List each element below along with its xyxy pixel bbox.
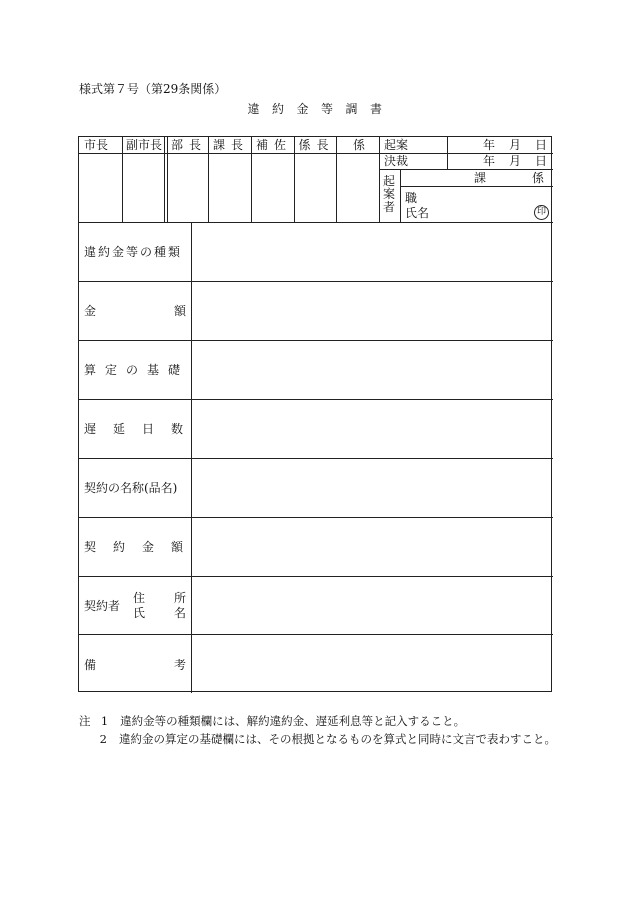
notes (79, 712, 559, 748)
note-text: 違約金等の種類欄には、解約違約金、遅延利息等と記入すること。 (120, 714, 466, 728)
note-number: 2 (99, 732, 107, 746)
row-label-contractor: 契約者 (84, 599, 121, 613)
note-text: 違約金の算定の基礎欄には、その根拠となるものを算式と同時に文言で表わすこと。 (119, 732, 556, 746)
kianja-label: 起 案 者 (383, 174, 396, 214)
row-label-contract-amount: 契約金額 (84, 540, 201, 554)
row-label-penalty-type: 違約金等の種類 (84, 245, 183, 259)
header-director: 部長 (170, 138, 207, 152)
header-deputy-mayor: 副市長 (125, 138, 162, 152)
title-char: 等 (321, 102, 334, 116)
shimei-label: 氏名 (405, 206, 430, 220)
seal-icon: 印 (534, 205, 549, 220)
row-label-calc-basis: 算定の基礎 (84, 363, 190, 377)
title-char: 違 (247, 102, 260, 116)
shoku-label: 職 (405, 191, 418, 205)
row-label-name: 氏 名 (133, 606, 186, 620)
row-label-address: 住 所 (133, 591, 186, 605)
note-1 (79, 712, 559, 730)
row-label-remarks: 備 考 (84, 658, 186, 672)
header-assistant: 補佐 (255, 138, 292, 152)
title-char: 書 (370, 102, 383, 116)
kessai-date: 年 月 日 (483, 154, 547, 168)
row-label-amount: 金 額 (84, 304, 186, 318)
header-mayor: 市長 (84, 138, 109, 152)
row-label-delay-days: 遅延日数 (84, 422, 201, 436)
form-table (78, 136, 552, 692)
row-label-contract-name: 契約の名称(品名) (84, 481, 178, 495)
note-head: 注 (79, 714, 91, 728)
header-staff: 係 (352, 138, 365, 152)
note-number: 1 (100, 714, 109, 728)
header-subsection-chief: 係長 (298, 138, 335, 152)
document-title (0, 100, 630, 117)
title-char: 約 (271, 102, 285, 116)
form-number-label: 様式第７号（第29条関係） (79, 82, 227, 96)
header-section-chief: 課長 (212, 138, 249, 152)
title-char: 調 (345, 102, 359, 116)
note-2 (79, 730, 559, 748)
ka-kakari: 課 係 (474, 171, 544, 185)
kian-date: 年 月 日 (483, 138, 547, 152)
kian-label: 起案 (384, 138, 409, 152)
title-char: 金 (296, 102, 309, 116)
kessai-label: 決裁 (384, 154, 409, 168)
